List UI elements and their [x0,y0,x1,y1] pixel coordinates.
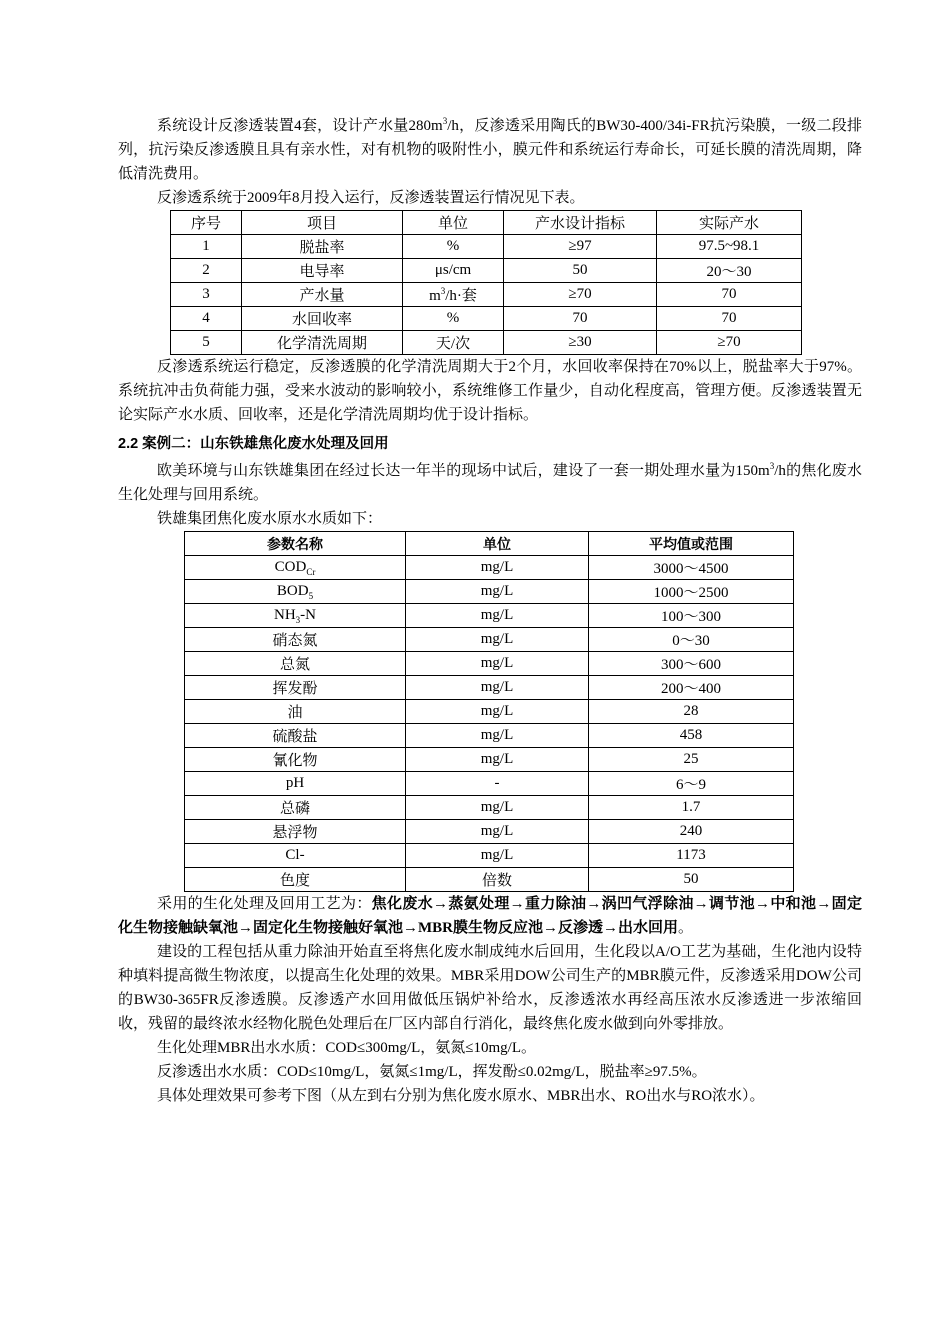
table-cell: 20～30 [657,259,802,283]
table-cell: 70 [504,307,657,331]
paragraph-raw-water-intro: 铁雄集团焦化废水原水水质如下： [157,511,383,527]
table-header-cell: 平均值或范围 [589,532,794,556]
table-cell: 240 [589,820,794,844]
table-header-cell: 单位 [403,211,504,235]
table-cell: 50 [504,259,657,283]
paragraph-case-intro: 欧美环境与山东铁雄集团在经过长达一年半的现场中试后，建设了一套一期处理水量为$150m^3/h$的焦化废水生化处理与回用系统。 [118,461,863,503]
table-cell: % [403,307,504,331]
table-cell: 化学清洗周期 [242,331,403,355]
table-cell: 2 [171,259,242,283]
table-cell: 1000～2500 [589,580,794,604]
table-header-row [185,532,794,556]
table-row [185,868,794,892]
table-row [185,772,794,796]
table-row [185,652,794,676]
table-cell: 25 [589,748,794,772]
table-row [171,283,802,307]
table-cell: 4 [171,307,242,331]
table-cell: 产水量 [242,283,403,307]
table-cell: 脱盐率 [242,235,403,259]
table-header-cell: 序号 [171,211,242,235]
table-cell: 70 [657,283,802,307]
process-flow-text: 焦化废水→蒸氨处理→重力除油→涡凹气浮除油→调节池→中和池→固定化生物接触缺氧池→固定化生物接触好氧池→MBR膜生物反应池→反渗透→出水回用 [118,896,862,936]
table-cell: 1.7 [589,796,794,820]
table-cell: mg/L [406,676,589,700]
table-cell: 200～400 [589,676,794,700]
table-header-cell: 项目 [242,211,403,235]
table-cell: $m^3/h\cdot$套 [403,283,504,307]
table-cell: Cl- [185,844,406,868]
table-cell: 硫酸盐 [185,724,406,748]
table-row [185,820,794,844]
table-row [185,748,794,772]
table-cell: 28 [589,700,794,724]
table-cell: 1 [171,235,242,259]
paragraph-project-scope: 建设的工程包括从重力除油开始直至将焦化废水制成纯水后回用，生化段以A/O工艺为基础，生化池内设特种填料提高微生物浓度，以提高生化处理的效果。MBR采用DOW公司生产的MBR膜元件，反渗透采用DOW公司的BW30-365FR反渗透膜。反渗透产水回用做低压锅炉补给水，反渗透浓水再经高压浓水反渗透进一步浓缩回收，残留的最终浓水经物化脱色处理后在厂区内部自行消化，最终焦化废水做到向外零排放。 [118,944,862,1032]
table-cell: mg/L [406,580,589,604]
table-cell: 色度 [185,868,406,892]
table-row [185,796,794,820]
paragraph-ro-effluent: 反渗透出水水质：COD≤10mg/L，氨氮≤1mg/L，挥发酚≤0.02mg/L，脱盐率≥97.5%。 [157,1064,707,1080]
table-row [185,724,794,748]
table-cell: μs/cm [403,259,504,283]
table-cell: 硝态氮 [185,628,406,652]
table-cell: 97.5~98.1 [657,235,802,259]
table-row [185,580,794,604]
table-cell: 6～9 [589,772,794,796]
table-header-cell: 参数名称 [185,532,406,556]
table-cell: 70 [657,307,802,331]
table-cell: 总磷 [185,796,406,820]
table-row [185,676,794,700]
table-row [171,259,802,283]
table-cell: mg/L [406,820,589,844]
table-cell: % [403,235,504,259]
paragraph-ro-summary: 反渗透系统运行稳定，反渗透膜的化学清洗周期大于2个月，水回收率保持在70%以上，脱盐率大于97%。系统抗冲击负荷能力强，受来水波动的影响较小，系统维修工作量少，自动化程度高，管理方便。反渗透装置无论实际产水水质、回收率，还是化学清洗周期均优于设计指标。 [118,359,862,423]
table-cell: mg/L [406,796,589,820]
table-row [171,331,802,355]
table-cell: 0～30 [589,628,794,652]
table-header-cell: 产水设计指标 [504,211,657,235]
table-row [171,307,802,331]
raw-water-quality-table [184,531,794,892]
paragraph-mbr-effluent: 生化处理MBR出水水质：COD≤300mg/L，氨氮≤10mg/L。 [157,1040,536,1056]
table-cell: 总氮 [185,652,406,676]
table-header-cell: 单位 [406,532,589,556]
table-cell: 1173 [589,844,794,868]
table-cell: ≥97 [504,235,657,259]
table-cell: pH [185,772,406,796]
table-cell: mg/L [406,700,589,724]
table-row [185,604,794,628]
table-cell: mg/L [406,748,589,772]
table-cell: mg/L [406,628,589,652]
table-cell: 氰化物 [185,748,406,772]
table-cell: mg/L [406,604,589,628]
paragraph-process-flow: 采用的生化处理及回用工艺为：焦化废水→蒸氨处理→重力除油→涡凹气浮除油→调节池→中和池→固定化生物接触缺氧池→固定化生物接触好氧池→MBR膜生物反应池→反渗透→出水回用。 [118,896,862,936]
table-cell: 3 [171,283,242,307]
table-cell: $COD_{Cr}$ [185,556,406,580]
table-cell: 3000～4500 [589,556,794,580]
table-cell: $NH_3-N$ [185,604,406,628]
table-row [185,628,794,652]
table-header-row [171,211,802,235]
table-cell: 50 [589,868,794,892]
table-cell: 水回收率 [242,307,403,331]
table-cell: 油 [185,700,406,724]
table-cell: 电导率 [242,259,403,283]
table-row [185,700,794,724]
table-cell: 挥发酚 [185,676,406,700]
table-cell: ≥70 [657,331,802,355]
table-cell: mg/L [406,724,589,748]
table-cell: mg/L [406,844,589,868]
table-cell: - [406,772,589,796]
table-cell: 天/次 [403,331,504,355]
table-row [171,235,802,259]
paragraph-figure-reference: 具体处理效果可参考下图（从左到右分别为焦化废水原水、MBR出水、RO出水与RO浓水）。 [157,1088,765,1104]
table-header-cell: 实际产水 [657,211,802,235]
table-cell: ≥70 [504,283,657,307]
table-cell: ≥30 [504,331,657,355]
ro-performance-table [170,210,802,355]
table-cell: 悬浮物 [185,820,406,844]
table-cell: 100～300 [589,604,794,628]
section-heading: 2.2 案例二：山东铁雄焦化废水处理及回用 [118,436,389,452]
document-page [118,114,862,1108]
paragraph-ro-design: 系统设计反渗透装置4套，设计产水量$280m^3/h$，反渗透采用陶氏的BW30-400/34i-FR抗污染膜，一级二段排列，抗污染反渗透膜且具有亲水性，对有机物的吸附性小，膜元件和系统运行寿命长，可延长膜的清洗周期，降低清洗费用。 [118,116,862,182]
table-cell: $BOD_5$ [185,580,406,604]
table-cell: 458 [589,724,794,748]
table-row [185,844,794,868]
table-row [185,556,794,580]
paragraph-ro-operation: 反渗透系统于2009年8月投入运行，反渗透装置运行情况见下表。 [157,190,585,206]
table-cell: mg/L [406,556,589,580]
table-cell: mg/L [406,652,589,676]
table-cell: 倍数 [406,868,589,892]
table-cell: 5 [171,331,242,355]
table-cell: 300～600 [589,652,794,676]
